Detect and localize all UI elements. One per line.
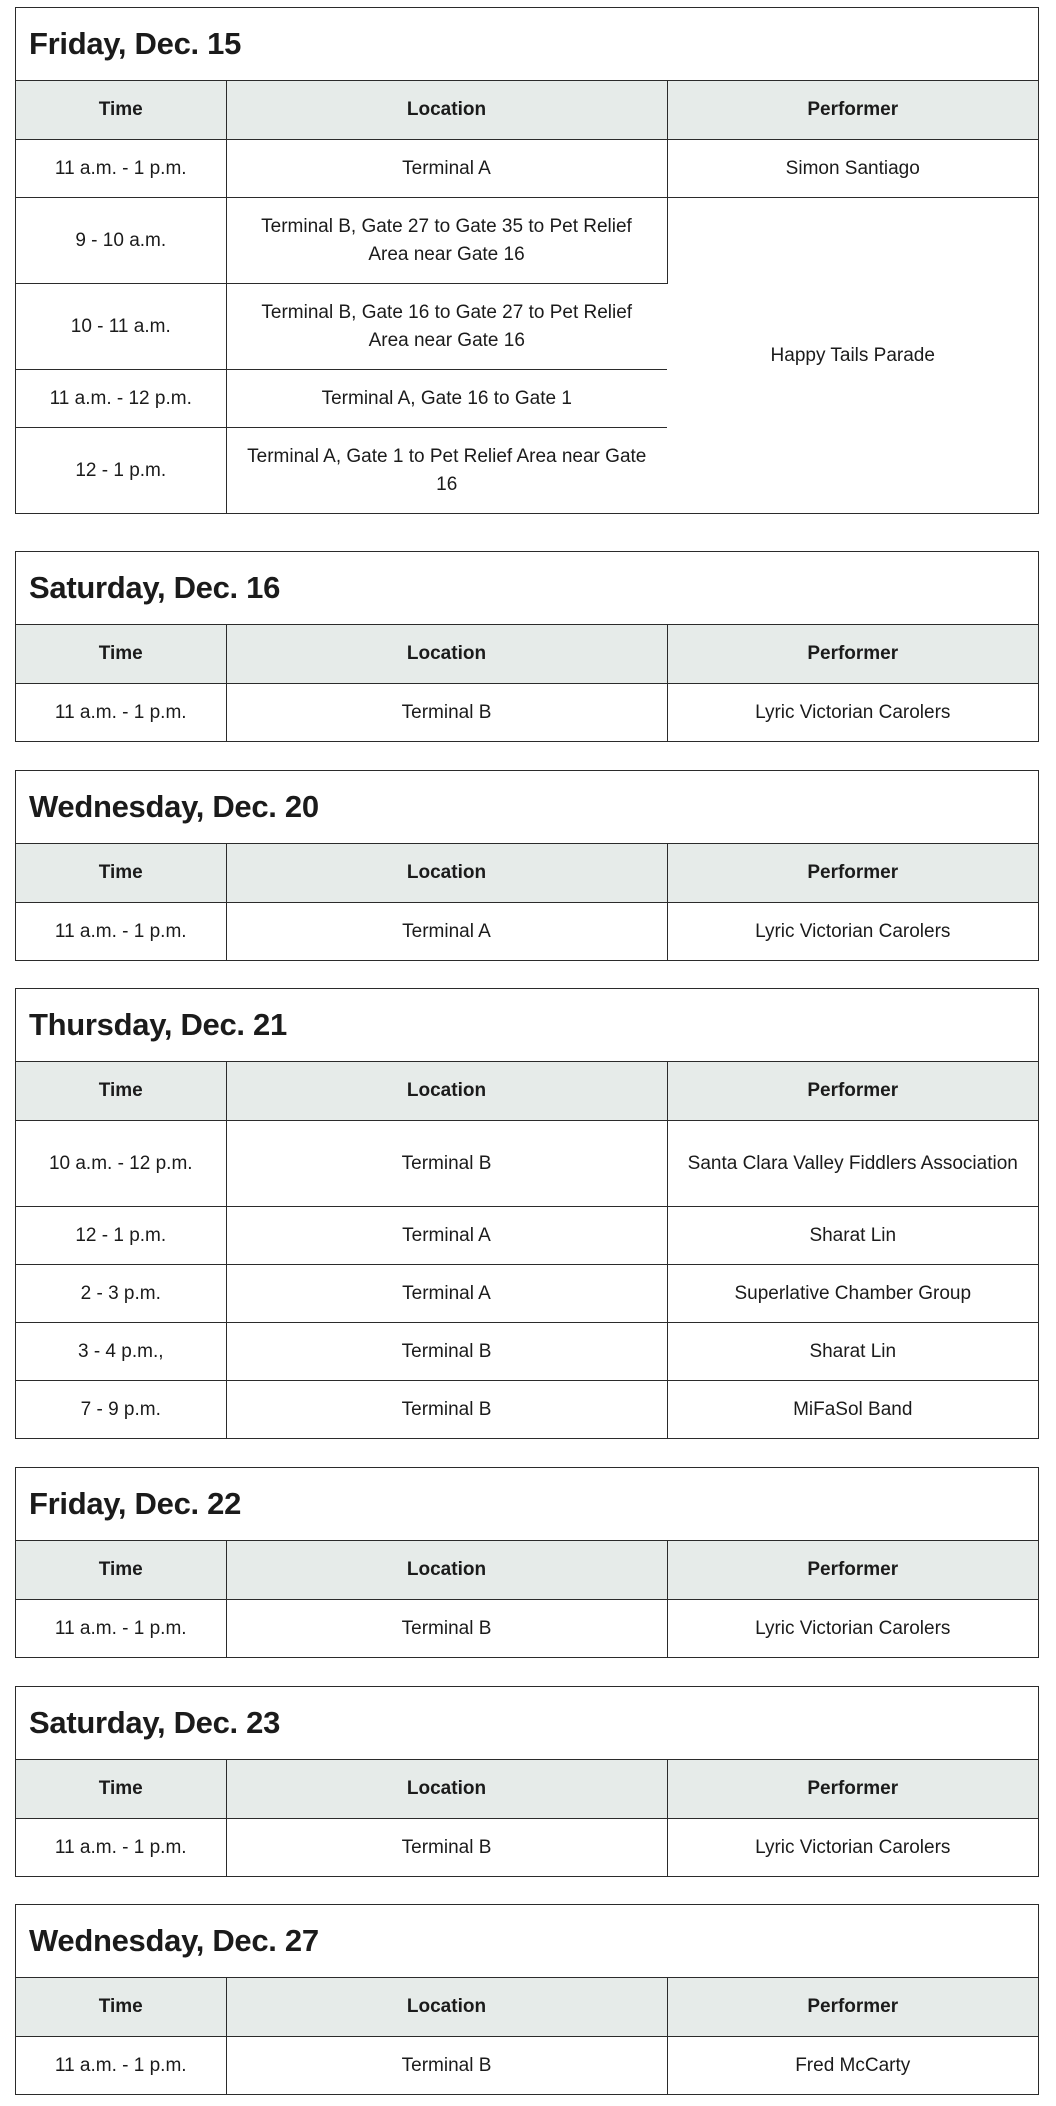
table-row	[16, 1819, 1038, 1877]
location-cell: Terminal A	[226, 140, 667, 198]
schedule-table	[16, 1062, 1038, 1438]
day-title: Wednesday, Dec. 20	[16, 771, 1038, 844]
schedule-wednesday-dec-20	[15, 770, 1039, 961]
performer-cell: MiFaSol Band	[793, 1398, 913, 1420]
time-cell: 10 - 11 a.m.	[16, 284, 226, 370]
location-cell: Terminal B	[226, 1121, 667, 1207]
location-cell: Terminal A	[226, 903, 667, 961]
column-header-location: Location	[226, 81, 667, 140]
column-header-time: Time	[16, 1541, 226, 1600]
time-cell: 11 a.m. - 1 p.m.	[16, 1819, 226, 1877]
location-cell: Terminal A	[226, 1207, 667, 1265]
performer-cell: Lyric Victorian Carolers	[755, 1617, 951, 1639]
time-cell: 11 a.m. - 1 p.m.	[16, 684, 226, 742]
time-cell: 11 a.m. - 1 p.m.	[16, 1600, 226, 1658]
column-header-performer: Performer	[667, 1062, 1038, 1121]
table-header-row	[16, 1760, 1038, 1819]
time-cell: 9 - 10 a.m.	[16, 198, 226, 284]
column-header-performer: Performer	[667, 81, 1038, 140]
table-header-row	[16, 1062, 1038, 1121]
table-header-row	[16, 625, 1038, 684]
column-header-time: Time	[16, 81, 226, 140]
time-cell: 11 a.m. - 1 p.m.	[16, 140, 226, 198]
location-cell: Terminal A, Gate 1 to Pet Relief Area near Gate 16	[247, 445, 647, 495]
table-row	[16, 2037, 1038, 2095]
table-row	[16, 198, 1038, 284]
day-title: Saturday, Dec. 23	[16, 1687, 1038, 1760]
column-header-performer: Performer	[667, 844, 1038, 903]
schedule-table	[16, 844, 1038, 960]
day-title: Friday, Dec. 15	[16, 8, 1038, 81]
location-cell: Terminal A	[226, 1265, 667, 1323]
day-title: Wednesday, Dec. 27	[16, 1905, 1038, 1978]
schedule-table	[16, 625, 1038, 741]
table-row	[16, 1265, 1038, 1323]
day-title: Friday, Dec. 22	[16, 1468, 1038, 1541]
table-row	[16, 1381, 1038, 1439]
performer-cell-merged: Happy Tails Parade	[770, 344, 935, 366]
column-header-time: Time	[16, 844, 226, 903]
column-header-performer: Performer	[667, 1978, 1038, 2037]
time-cell: 12 - 1 p.m.	[16, 428, 226, 514]
performer-cell: Lyric Victorian Carolers	[755, 920, 951, 942]
location-cell: Terminal B, Gate 27 to Gate 35 to Pet Relief Area near Gate 16	[226, 198, 667, 284]
schedule-wednesday-dec-27	[15, 1904, 1039, 2095]
time-cell: 3 - 4 p.m.,	[16, 1323, 226, 1381]
table-row	[16, 684, 1038, 742]
location-cell: Terminal B	[226, 2037, 667, 2095]
schedule-friday-dec-15	[15, 7, 1039, 514]
performer-cell: Fred McCarty	[795, 2054, 911, 2076]
performer-cell: Simon Santiago	[667, 140, 1038, 198]
day-title: Saturday, Dec. 16	[16, 552, 1038, 625]
table-header-row	[16, 81, 1038, 140]
column-header-location: Location	[226, 1760, 667, 1819]
performer-cell: Sharat Lin	[667, 1207, 1038, 1265]
column-header-time: Time	[16, 625, 226, 684]
table-row	[16, 1600, 1038, 1658]
table-row	[16, 1323, 1038, 1381]
table-row	[16, 1207, 1038, 1265]
schedule-table	[16, 81, 1038, 513]
schedule-saturday-dec-16	[15, 551, 1039, 742]
column-header-location: Location	[226, 1978, 667, 2037]
schedule-saturday-dec-23	[15, 1686, 1039, 1877]
location-cell: Terminal B	[226, 1600, 667, 1658]
column-header-location: Location	[226, 844, 667, 903]
table-row	[16, 903, 1038, 961]
location-cell: Terminal B	[226, 684, 667, 742]
time-cell: 10 a.m. - 12 p.m.	[16, 1121, 226, 1207]
column-header-time: Time	[16, 1062, 226, 1121]
time-cell: 11 a.m. - 12 p.m.	[16, 370, 226, 428]
location-cell: Terminal A, Gate 16 to Gate 1	[226, 370, 667, 428]
location-cell: Terminal B, Gate 16 to Gate 27 to Pet Relief Area near Gate 16	[226, 284, 667, 370]
location-cell: Terminal B	[226, 1819, 667, 1877]
performer-cell: Lyric Victorian Carolers	[755, 1836, 951, 1858]
table-header-row	[16, 844, 1038, 903]
column-header-performer: Performer	[667, 1541, 1038, 1600]
performer-cell: Sharat Lin	[667, 1323, 1038, 1381]
performer-cell: Santa Clara Valley Fiddlers Association	[667, 1121, 1038, 1207]
time-cell: 2 - 3 p.m.	[16, 1265, 226, 1323]
column-header-time: Time	[16, 1760, 226, 1819]
schedule-table	[16, 1760, 1038, 1876]
column-header-location: Location	[226, 625, 667, 684]
table-header-row	[16, 1978, 1038, 2037]
column-header-performer: Performer	[667, 1760, 1038, 1819]
table-header-row	[16, 1541, 1038, 1600]
schedule-table	[16, 1978, 1038, 2094]
location-cell: Terminal B	[226, 1323, 667, 1381]
column-header-performer: Performer	[667, 625, 1038, 684]
performer-cell: Superlative Chamber Group	[667, 1265, 1038, 1323]
column-header-time: Time	[16, 1978, 226, 2037]
time-cell: 7 - 9 p.m.	[16, 1381, 226, 1439]
schedule-friday-dec-22	[15, 1467, 1039, 1658]
schedule-thursday-dec-21	[15, 988, 1039, 1439]
time-cell: 12 - 1 p.m.	[16, 1207, 226, 1265]
time-cell: 11 a.m. - 1 p.m.	[16, 903, 226, 961]
time-cell: 11 a.m. - 1 p.m.	[16, 2037, 226, 2095]
table-row	[16, 1121, 1038, 1207]
location-cell: Terminal B	[226, 1381, 667, 1439]
schedule-table	[16, 1541, 1038, 1657]
column-header-location: Location	[226, 1541, 667, 1600]
performer-cell: Lyric Victorian Carolers	[755, 701, 951, 723]
column-header-location: Location	[226, 1062, 667, 1121]
day-title: Thursday, Dec. 21	[16, 989, 1038, 1062]
table-row	[16, 140, 1038, 198]
